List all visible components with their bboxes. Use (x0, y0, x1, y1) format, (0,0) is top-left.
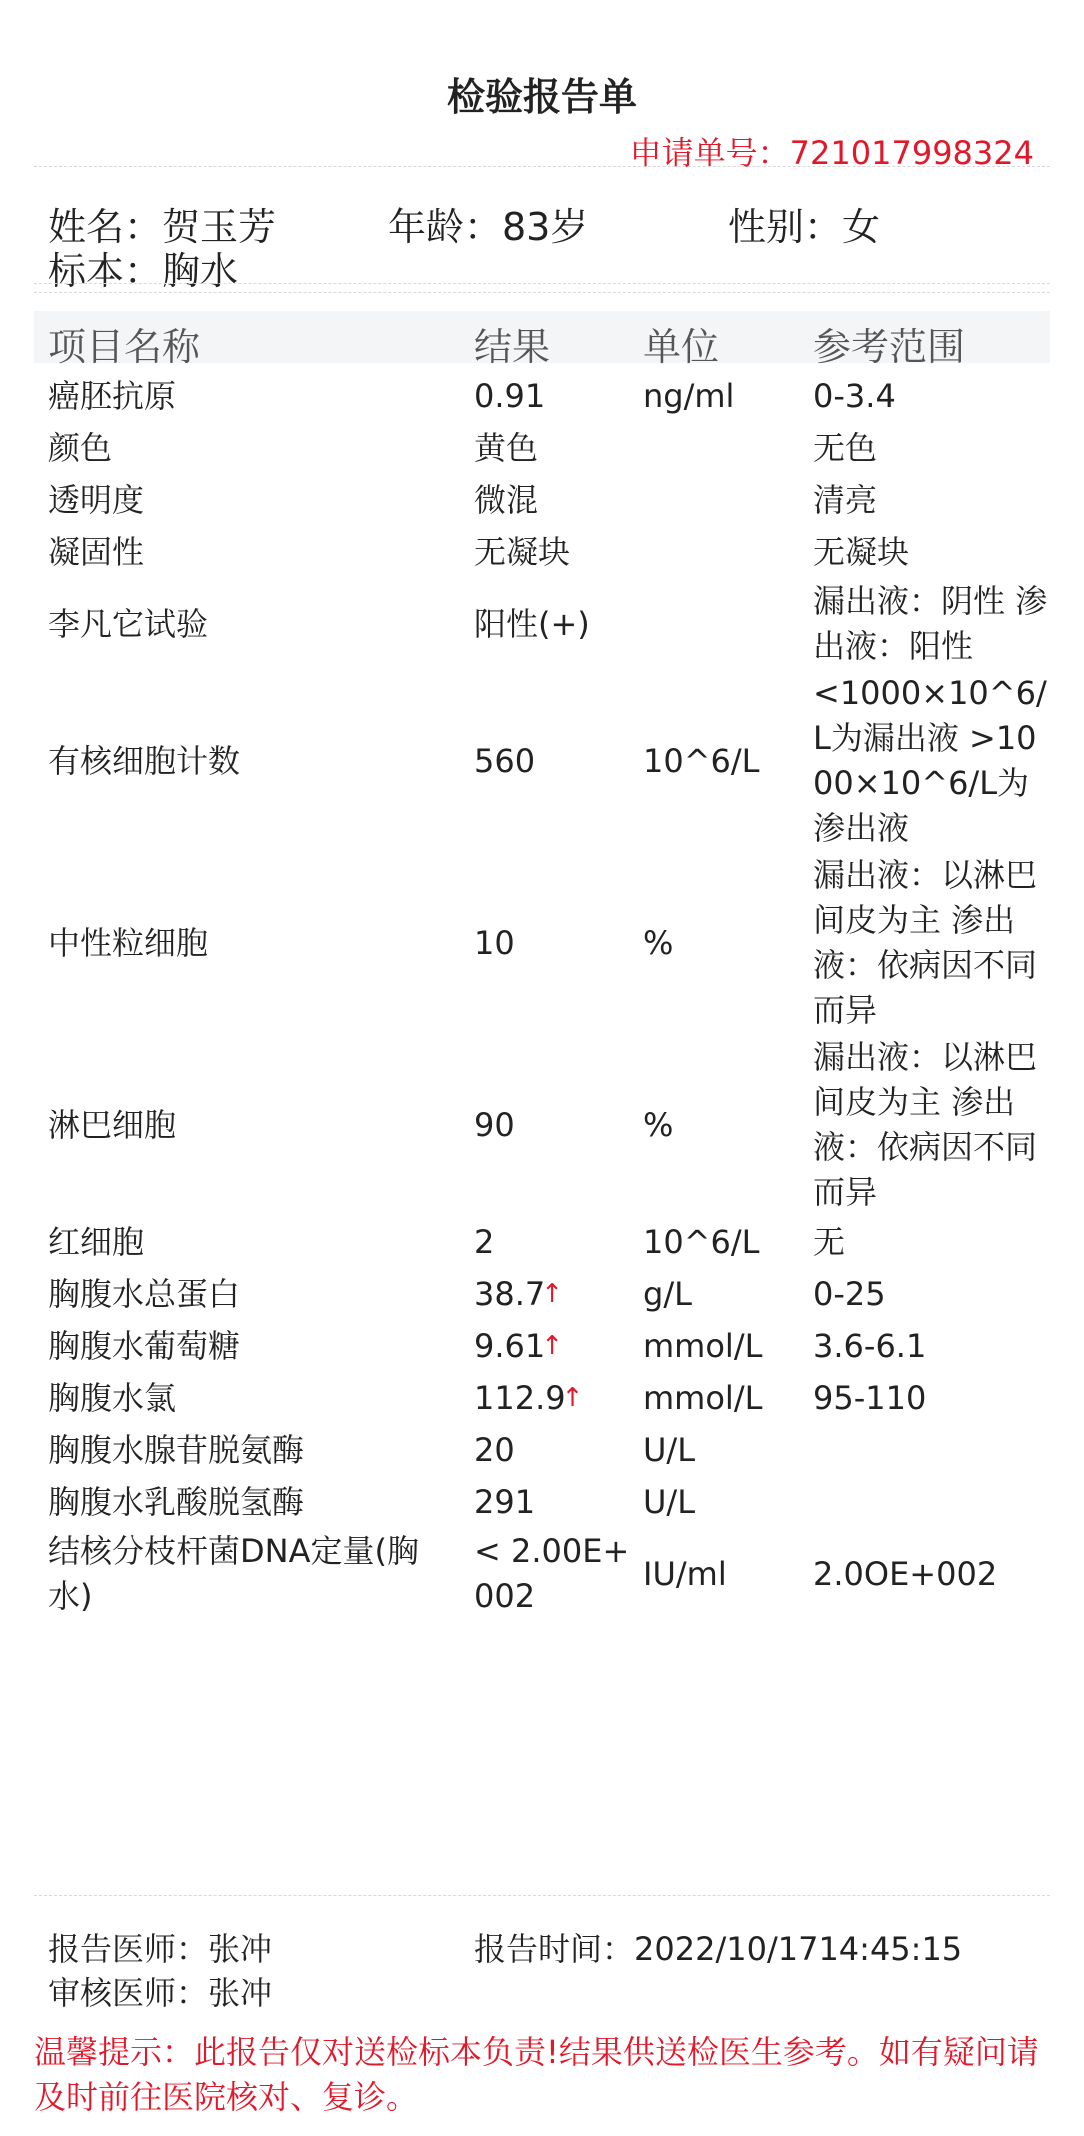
item-range: 0-3.4 (813, 376, 896, 415)
divider-info-2 (34, 292, 1050, 293)
item-range (813, 1424, 1053, 1476)
item-unit: 10^6/L (643, 741, 760, 780)
item-name: 癌胚抗原 (48, 376, 177, 415)
table-row (0, 1372, 1084, 1424)
item-result-cell (474, 1372, 634, 1424)
item-name: 红细胞 (48, 1222, 145, 1261)
item-result: 无凝块 (474, 532, 571, 571)
divider-footer (34, 1895, 1050, 1896)
divider-top (34, 166, 1050, 167)
item-range: 95-110 (813, 1378, 927, 1417)
item-name: 颜色 (48, 428, 113, 467)
col-header-result: 结果 (474, 325, 551, 369)
table-row (0, 474, 1084, 526)
item-range: <1000×10^6/L为漏出液 >1000×10^6/L为渗出液 (813, 674, 1047, 847)
divider-info-1 (34, 283, 1050, 284)
patient-gender: 性别：女 (728, 205, 881, 249)
item-range: 2.0OE+002 (813, 1554, 998, 1593)
col-header-unit: 单位 (643, 325, 720, 369)
item-result: 阳性(+) (474, 604, 590, 643)
warm-tip: 温馨提示：此报告仅对送检标本负责!结果供送检医生参考。如有疑问请及时前往医院核对、复诊。 (34, 2033, 1039, 2116)
table-row (0, 526, 1084, 578)
item-unit (643, 474, 803, 526)
review-doctor: 审核医师：张冲 (48, 1974, 273, 2012)
item-result: 38.7 (474, 1274, 546, 1313)
item-range: 清亮 (813, 480, 878, 519)
table-row (0, 1320, 1084, 1372)
item-name: 胸腹水氯 (48, 1378, 177, 1417)
item-result: 560 (474, 741, 536, 780)
item-name: 透明度 (48, 480, 145, 519)
item-name: 凝固性 (48, 532, 145, 571)
up-arrow-icon: ↑ (561, 1382, 584, 1413)
item-result: 112.9 (474, 1378, 566, 1417)
item-unit: % (643, 923, 674, 962)
item-name: 结核分枝杆菌DNA定量(胸水) (48, 1532, 419, 1615)
results-table (0, 370, 1084, 1620)
item-name: 有核细胞计数 (48, 741, 241, 780)
table-row (0, 1424, 1084, 1476)
item-result: 黄色 (474, 428, 539, 467)
item-range: 漏出液：以淋巴间皮为主 渗出液：依病因不同而异 (813, 856, 1038, 1029)
item-name: 胸腹水总蛋白 (48, 1274, 241, 1313)
table-row (0, 422, 1084, 474)
item-range: 0-25 (813, 1274, 886, 1313)
item-result-cell (474, 1320, 634, 1372)
item-unit: ng/ml (643, 376, 735, 415)
item-name: 淋巴细胞 (48, 1105, 177, 1144)
col-header-range: 参考范围 (813, 325, 966, 369)
item-name: 胸腹水葡萄糖 (48, 1326, 241, 1365)
item-result: 2 (474, 1222, 495, 1261)
item-result: 20 (474, 1430, 515, 1469)
item-name: 胸腹水腺苷脱氨酶 (48, 1430, 305, 1469)
item-unit: U/L (643, 1482, 696, 1521)
item-unit: IU/ml (643, 1554, 727, 1593)
col-header-name: 项目名称 (48, 325, 201, 369)
table-row (0, 670, 1084, 852)
item-range: 无 (813, 1222, 846, 1261)
item-unit (643, 578, 803, 670)
item-range (813, 1476, 1053, 1528)
item-unit: mmol/L (643, 1378, 763, 1417)
table-row (0, 1476, 1084, 1528)
item-name: 中性粒细胞 (48, 923, 209, 962)
report-time: 报告时间：2022/10/1714:45:15 (474, 1930, 963, 1968)
item-range: 无凝块 (813, 532, 910, 571)
up-arrow-icon: ↑ (541, 1330, 564, 1361)
item-range: 漏出液：阴性 渗出液：阳性 (813, 582, 1048, 665)
item-result: 微混 (474, 480, 539, 519)
table-row (0, 1268, 1084, 1320)
item-range: 3.6-6.1 (813, 1326, 927, 1365)
specimen-type: 标本：胸水 (48, 249, 239, 293)
report-doctor: 报告医师：张冲 (48, 1930, 273, 1968)
item-result: 291 (474, 1482, 536, 1521)
item-name: 李凡它试验 (48, 604, 209, 643)
item-unit: % (643, 1105, 674, 1144)
item-unit (643, 526, 803, 578)
item-unit: U/L (643, 1430, 696, 1469)
item-range: 无色 (813, 428, 878, 467)
patient-age: 年龄：83岁 (388, 205, 589, 249)
item-unit (643, 422, 803, 474)
item-result: 90 (474, 1105, 515, 1144)
table-row (0, 370, 1084, 422)
item-unit: 10^6/L (643, 1222, 760, 1261)
item-result-cell (474, 1268, 634, 1320)
item-result: 10 (474, 923, 515, 962)
item-result: 9.61 (474, 1326, 546, 1365)
up-arrow-icon: ↑ (541, 1278, 564, 1309)
item-unit: mmol/L (643, 1326, 763, 1365)
table-row (0, 1216, 1084, 1268)
table-row (0, 1034, 1084, 1216)
item-name: 胸腹水乳酸脱氢酶 (48, 1482, 305, 1521)
item-unit: g/L (643, 1274, 692, 1313)
patient-name: 姓名：贺玉芳 (48, 205, 277, 249)
table-row (0, 1528, 1084, 1620)
item-result: 0.91 (474, 376, 546, 415)
table-row (0, 852, 1084, 1034)
report-title: 检验报告单 (446, 75, 637, 119)
request-number: 申请单号：721017998324 (629, 134, 1034, 172)
item-range: 漏出液：以淋巴间皮为主 渗出液：依病因不同而异 (813, 1038, 1038, 1211)
table-row (0, 578, 1084, 670)
item-result: < 2.00E+002 (474, 1532, 630, 1615)
